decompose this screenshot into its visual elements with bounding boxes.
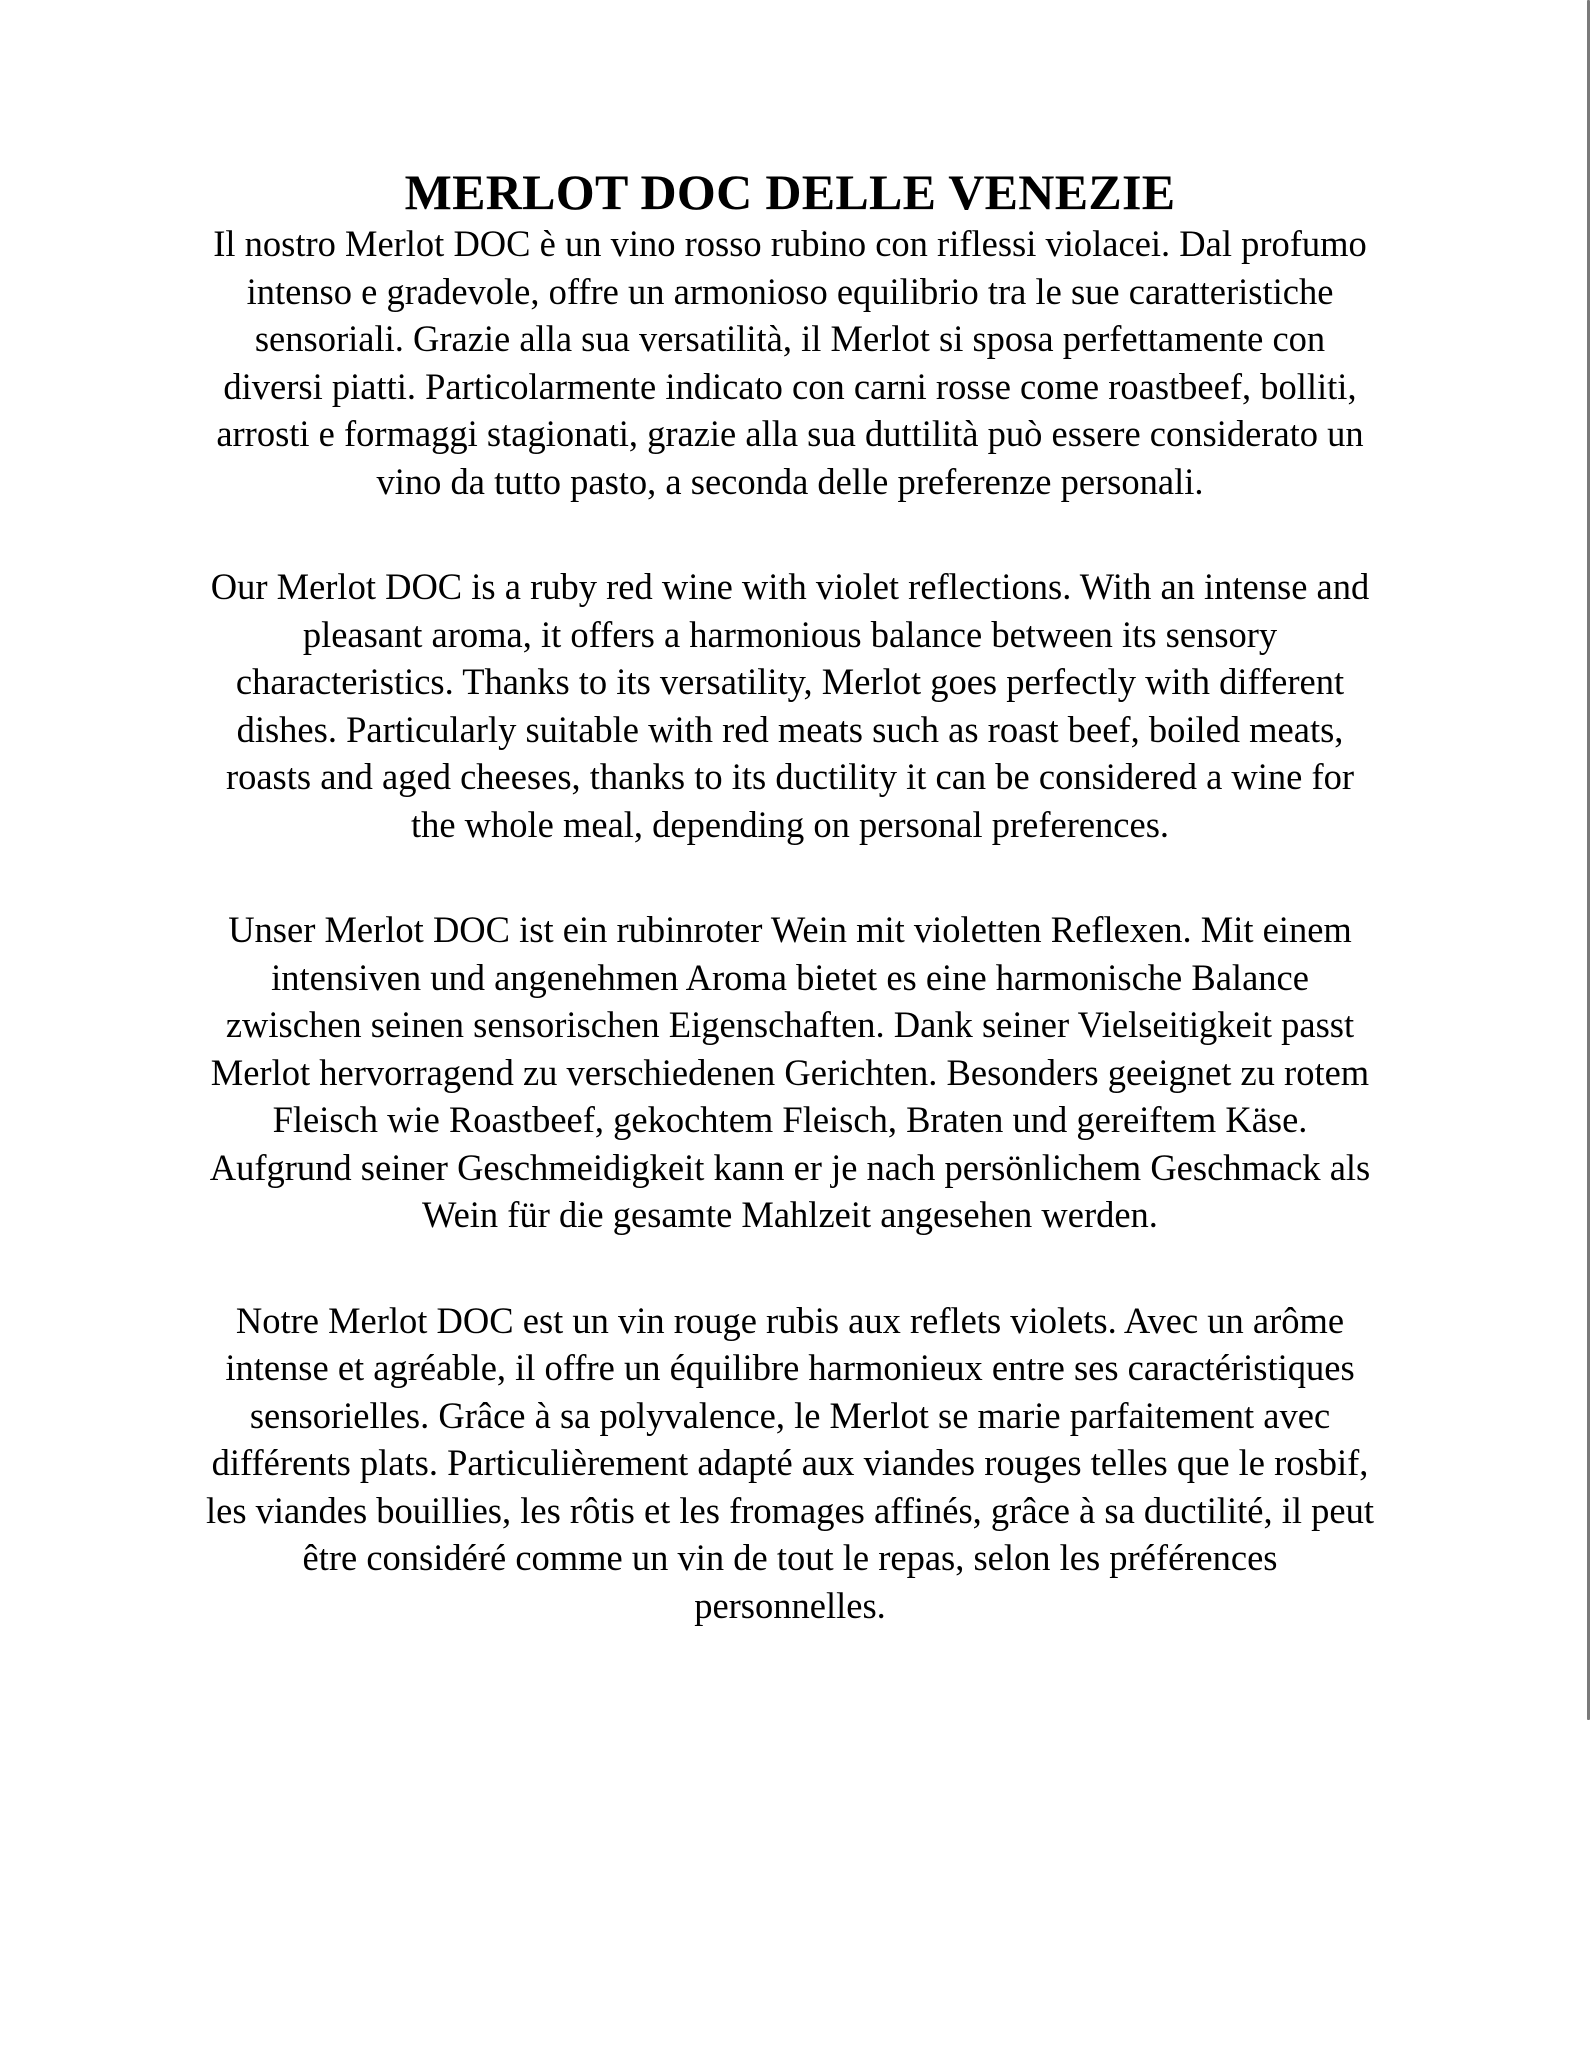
paragraph-spacer — [140, 505, 1440, 563]
paragraph-line: sensorielles. Grâce à sa polyvalence, le Merlot se marie parfaitement avec — [249, 1394, 1331, 1436]
paragraph-line: Notre Merlot DOC est un vin rouge rubis aux reflets violets. Avec un arôme — [235, 1299, 1345, 1341]
paragraph-line: diversi piatti. Particolarmente indicato con carni rosse come roastbeef, bolliti, — [223, 365, 1357, 407]
paragraph-line: roasts and aged cheeses, thanks to its ductility it can be considered a wine for — [225, 756, 1355, 797]
paragraph-italian — [140, 220, 1440, 505]
scrollbar-thumb[interactable] — [1587, 0, 1590, 1720]
paragraph-line: intenso e gradevole, offre un armonioso equilibrio tra le sue caratteristiche — [246, 270, 1334, 312]
paragraph-line: Fleisch wie Roastbeef, gekochtem Fleisch, Braten und gereiftem Käse. — [272, 1099, 1308, 1140]
paragraph-line: arrosti e formaggi stagionati, grazie alla sua duttilità può essere considerato un — [216, 413, 1364, 454]
document-title: MERLOT DOC DELLE VENEZIE — [404, 164, 1176, 220]
paragraph-line: characteristics. Thanks to its versatility, Merlot goes perfectly with different — [235, 661, 1345, 702]
document-content — [140, 164, 1440, 1629]
paragraph-line: Our Merlot DOC is a ruby red wine with violet reflections. With an intense and — [210, 566, 1370, 607]
paragraph-line: les viandes bouillies, les rôtis et les fromages affinés, grâce à sa ductilité, il peut — [206, 1489, 1374, 1531]
paragraph-line: vino da tutto pasto, a seconda delle preferenze personali. — [376, 460, 1204, 502]
paragraph-line: zwischen seinen sensorischen Eigenschaften. Dank seiner Vielseitigkeit passt — [225, 1004, 1355, 1045]
paragraph-line: the whole meal, depending on personal preferences. — [410, 803, 1170, 845]
paragraph-line: Merlot hervorragend zu verschiedenen Gerichten. Besonders geeignet zu rotem — [210, 1051, 1370, 1093]
paragraph-line: dishes. Particularly suitable with red meats such as roast beef, boiled meats, — [236, 708, 1344, 750]
paragraph-line: Il nostro Merlot DOC è un vino rosso rubino con riflessi violacei. Dal profumo — [213, 223, 1367, 264]
paragraph-line: être considéré comme un vin de tout le repas, selon les préférences — [302, 1537, 1278, 1578]
paragraph-spacer — [140, 848, 1440, 906]
paragraph-line: intense et agréable, il offre un équilibre harmonieux entre ses caractéristiques — [225, 1347, 1355, 1388]
scrollbar[interactable] — [1580, 0, 1592, 2048]
paragraph-line: Unser Merlot DOC ist ein rubinroter Wein mit violetten Reflexen. Mit einem — [228, 909, 1352, 950]
paragraph-spacer — [140, 1239, 1440, 1297]
paragraph-line: sensoriali. Grazie alla sua versatilità, il Merlot si sposa perfettamente con — [254, 318, 1326, 359]
paragraph-line: intensiven und angenehmen Aroma bietet es eine harmonische Balance — [271, 956, 1309, 998]
paragraph-line: pleasant aroma, it offers a harmonious balance between its sensory — [302, 613, 1278, 655]
paragraph-line: différents plats. Particulièrement adapté aux viandes rouges telles que le rosbif, — [211, 1442, 1369, 1483]
paragraph-french — [140, 1297, 1440, 1630]
paragraph-german — [140, 906, 1440, 1239]
paragraph-line: Wein für die gesamte Mahlzeit angesehen werden. — [422, 1194, 1158, 1235]
paragraph-line: personnelles. — [694, 1584, 886, 1626]
paragraph-english — [140, 563, 1440, 848]
paragraph-line: Aufgrund seiner Geschmeidigkeit kann er je nach persönlichem Geschmack als — [209, 1146, 1371, 1188]
